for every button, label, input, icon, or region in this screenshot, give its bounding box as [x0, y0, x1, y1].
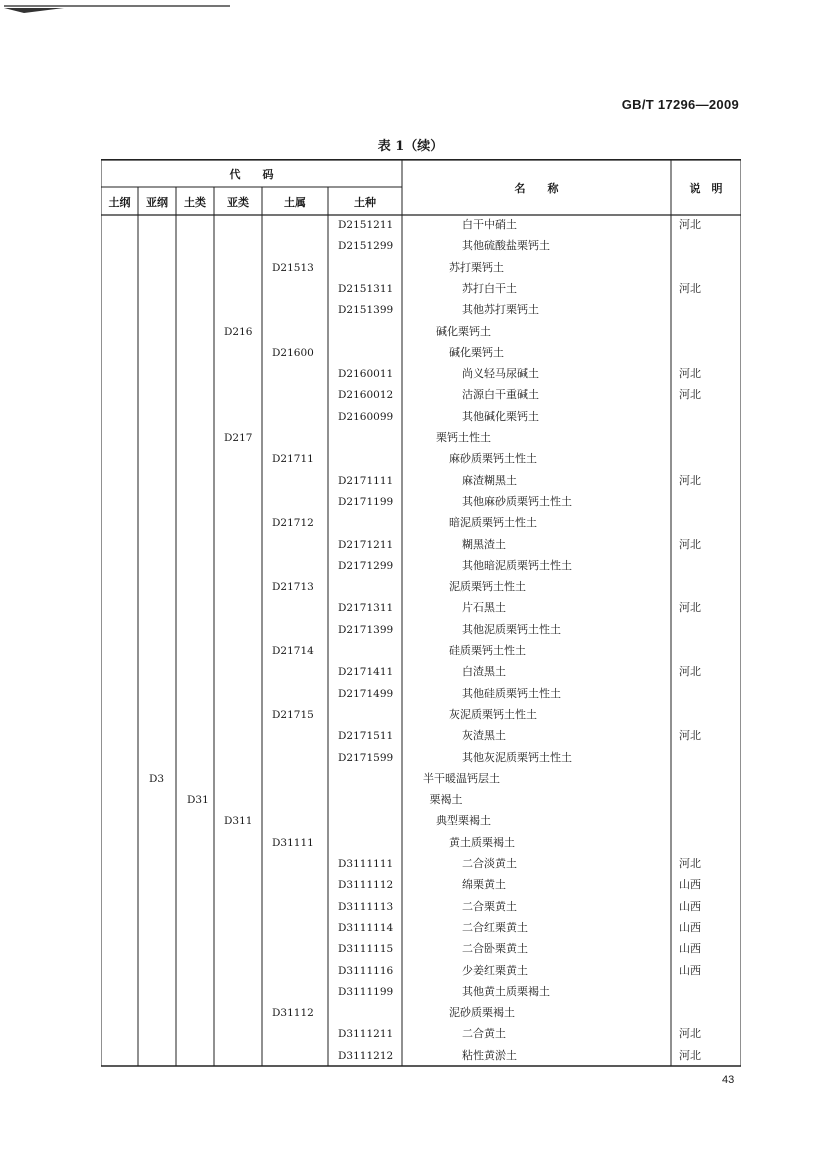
row-code: D216	[224, 325, 253, 338]
row-note: 河北	[679, 1048, 701, 1062]
row-note: 河北	[679, 1027, 701, 1041]
row-name: 绵栗黄土	[462, 878, 506, 892]
row-code: D2171211	[338, 538, 394, 551]
table-grid	[101, 159, 741, 1067]
row-note: 河北	[679, 281, 701, 295]
row-name: 其他碱化栗钙土	[462, 409, 539, 423]
header-col-group: 土类	[184, 196, 206, 209]
row-code: D2160012	[338, 389, 394, 402]
row-note: 山西	[679, 942, 701, 956]
row-note: 河北	[679, 367, 701, 381]
row-note: 河北	[679, 601, 701, 615]
table-caption: 表 1（续）	[377, 139, 444, 154]
row-name: 二合栗黄土	[462, 899, 517, 913]
row-note: 山西	[679, 899, 701, 913]
row-code: D2171299	[338, 559, 394, 572]
row-code: D2171399	[338, 623, 394, 636]
row-note: 河北	[679, 729, 701, 743]
row-name: 其他硫酸盐栗钙土	[462, 239, 550, 253]
row-name: 半干暖温钙层土	[423, 771, 500, 785]
row-code: D3111211	[338, 1028, 394, 1041]
row-name: 典型栗褐土	[436, 814, 491, 828]
row-name: 其他暗泥质栗钙土性土	[462, 558, 572, 572]
row-code: D3111212	[338, 1049, 394, 1062]
row-name: 其他麻砂质栗钙土性土	[462, 494, 572, 508]
row-name: 尚义轻马尿碱土	[462, 367, 539, 381]
header-col-note: 说 明	[689, 182, 723, 195]
row-name: 少姜红栗黄土	[462, 963, 528, 977]
row-name: 麻砂质栗钙土性土	[449, 452, 537, 466]
row-name: 其他泥质栗钙土性土	[462, 622, 561, 636]
header-col-subgroup: 亚类	[227, 196, 249, 209]
row-code: D2171311	[338, 602, 394, 615]
row-name: 其他黄土质栗褐土	[462, 984, 550, 998]
row-code: D2171499	[338, 687, 394, 700]
header-col-species: 土种	[354, 196, 376, 209]
row-code: D31111	[272, 836, 314, 849]
row-name: 硅质栗钙土性土	[449, 644, 526, 657]
standard-code: GB/T 17296—2009	[621, 97, 739, 112]
row-name: 白干中硝土	[462, 218, 517, 231]
row-code: D21600	[272, 346, 314, 359]
row-note: 山西	[679, 963, 701, 977]
row-code: D3	[149, 772, 165, 785]
row-name: 泥质栗钙土性土	[449, 580, 526, 594]
row-name: 苏打栗钙土	[449, 260, 504, 274]
scan-artifact-mark	[4, 4, 230, 14]
row-code: D2160099	[338, 410, 394, 423]
row-name: 灰渣黑土	[462, 729, 506, 743]
row-code: D2171411	[338, 666, 394, 679]
soil-classification-table	[101, 159, 741, 1067]
row-name: 粘性黄淤土	[462, 1048, 517, 1062]
row-name: 片石黑土	[462, 601, 506, 615]
row-code: D2171111	[338, 474, 394, 487]
row-code: D31112	[272, 1007, 314, 1020]
row-name: 栗褐土	[429, 793, 463, 807]
row-name: 暗泥质栗钙土性土	[449, 516, 537, 530]
row-name: 栗钙土性土	[436, 431, 491, 444]
row-code: D2151299	[338, 240, 394, 253]
page-number: 43	[722, 1074, 735, 1086]
row-name: 沽源白干重碱土	[462, 388, 539, 402]
header-col-order: 土纲	[108, 196, 131, 209]
row-note: 山西	[679, 920, 701, 934]
row-code: D21513	[272, 261, 314, 274]
row-code: D2171511	[338, 730, 394, 743]
row-note: 河北	[679, 857, 701, 870]
row-code: D2151311	[338, 282, 394, 295]
row-name: 其他苏打栗钙土	[462, 303, 539, 317]
row-note: 河北	[679, 473, 701, 487]
row-name: 二合淡黄土	[462, 857, 517, 870]
row-note: 河北	[679, 388, 701, 402]
row-name: 二合黄土	[462, 1027, 506, 1041]
row-name: 灰泥质栗钙土性土	[449, 707, 537, 721]
row-name: 其他灰泥质栗钙土性土	[462, 750, 572, 764]
row-name: 泥砂质栗褐土	[449, 1006, 515, 1020]
row-name: 糊黑渣土	[462, 537, 506, 551]
row-code: D2151399	[338, 304, 394, 317]
row-code: D2171199	[338, 495, 394, 508]
row-note: 山西	[679, 878, 701, 892]
header-col-genus: 土属	[284, 196, 306, 209]
row-note: 河北	[679, 665, 701, 679]
row-code: D21715	[272, 708, 314, 721]
row-name: 其他硅质栗钙土性土	[462, 686, 561, 700]
row-code: D2160011	[338, 368, 394, 381]
row-code: D3111116	[338, 964, 394, 977]
row-name: 麻渣糊黑土	[462, 473, 517, 487]
row-code: D3111199	[338, 985, 394, 998]
row-name: 碱化栗钙土	[436, 324, 491, 338]
row-name: 苏打白干土	[462, 281, 517, 295]
row-name: 黄土质栗褐土	[449, 835, 515, 849]
row-note: 河北	[679, 218, 701, 231]
row-name: 白渣黑土	[462, 665, 506, 679]
row-code: D217	[224, 432, 253, 444]
row-name: 碱化栗钙土	[449, 345, 504, 359]
row-code: D21712	[272, 517, 314, 530]
row-note: 河北	[679, 537, 701, 551]
row-code: D3111111	[338, 858, 394, 870]
row-code: D3111114	[338, 921, 394, 934]
row-code: D2171599	[338, 751, 394, 764]
row-code: D31	[187, 794, 209, 807]
row-name: 二合红栗黄土	[462, 920, 528, 934]
header-col-suborder: 亚纲	[146, 196, 168, 209]
row-code: D21714	[272, 645, 314, 657]
row-name: 二合卧栗黄土	[462, 942, 528, 956]
row-code: D3111113	[338, 900, 394, 913]
row-code: D21713	[272, 581, 314, 594]
row-code: D21711	[272, 453, 314, 466]
row-code: D2151211	[338, 219, 394, 231]
row-code: D3111115	[338, 943, 394, 956]
header-code-group: 代 码	[229, 168, 274, 181]
row-code: D3111112	[338, 879, 394, 892]
row-code: D311	[224, 815, 253, 828]
header-col-name: 名 称	[514, 182, 559, 195]
